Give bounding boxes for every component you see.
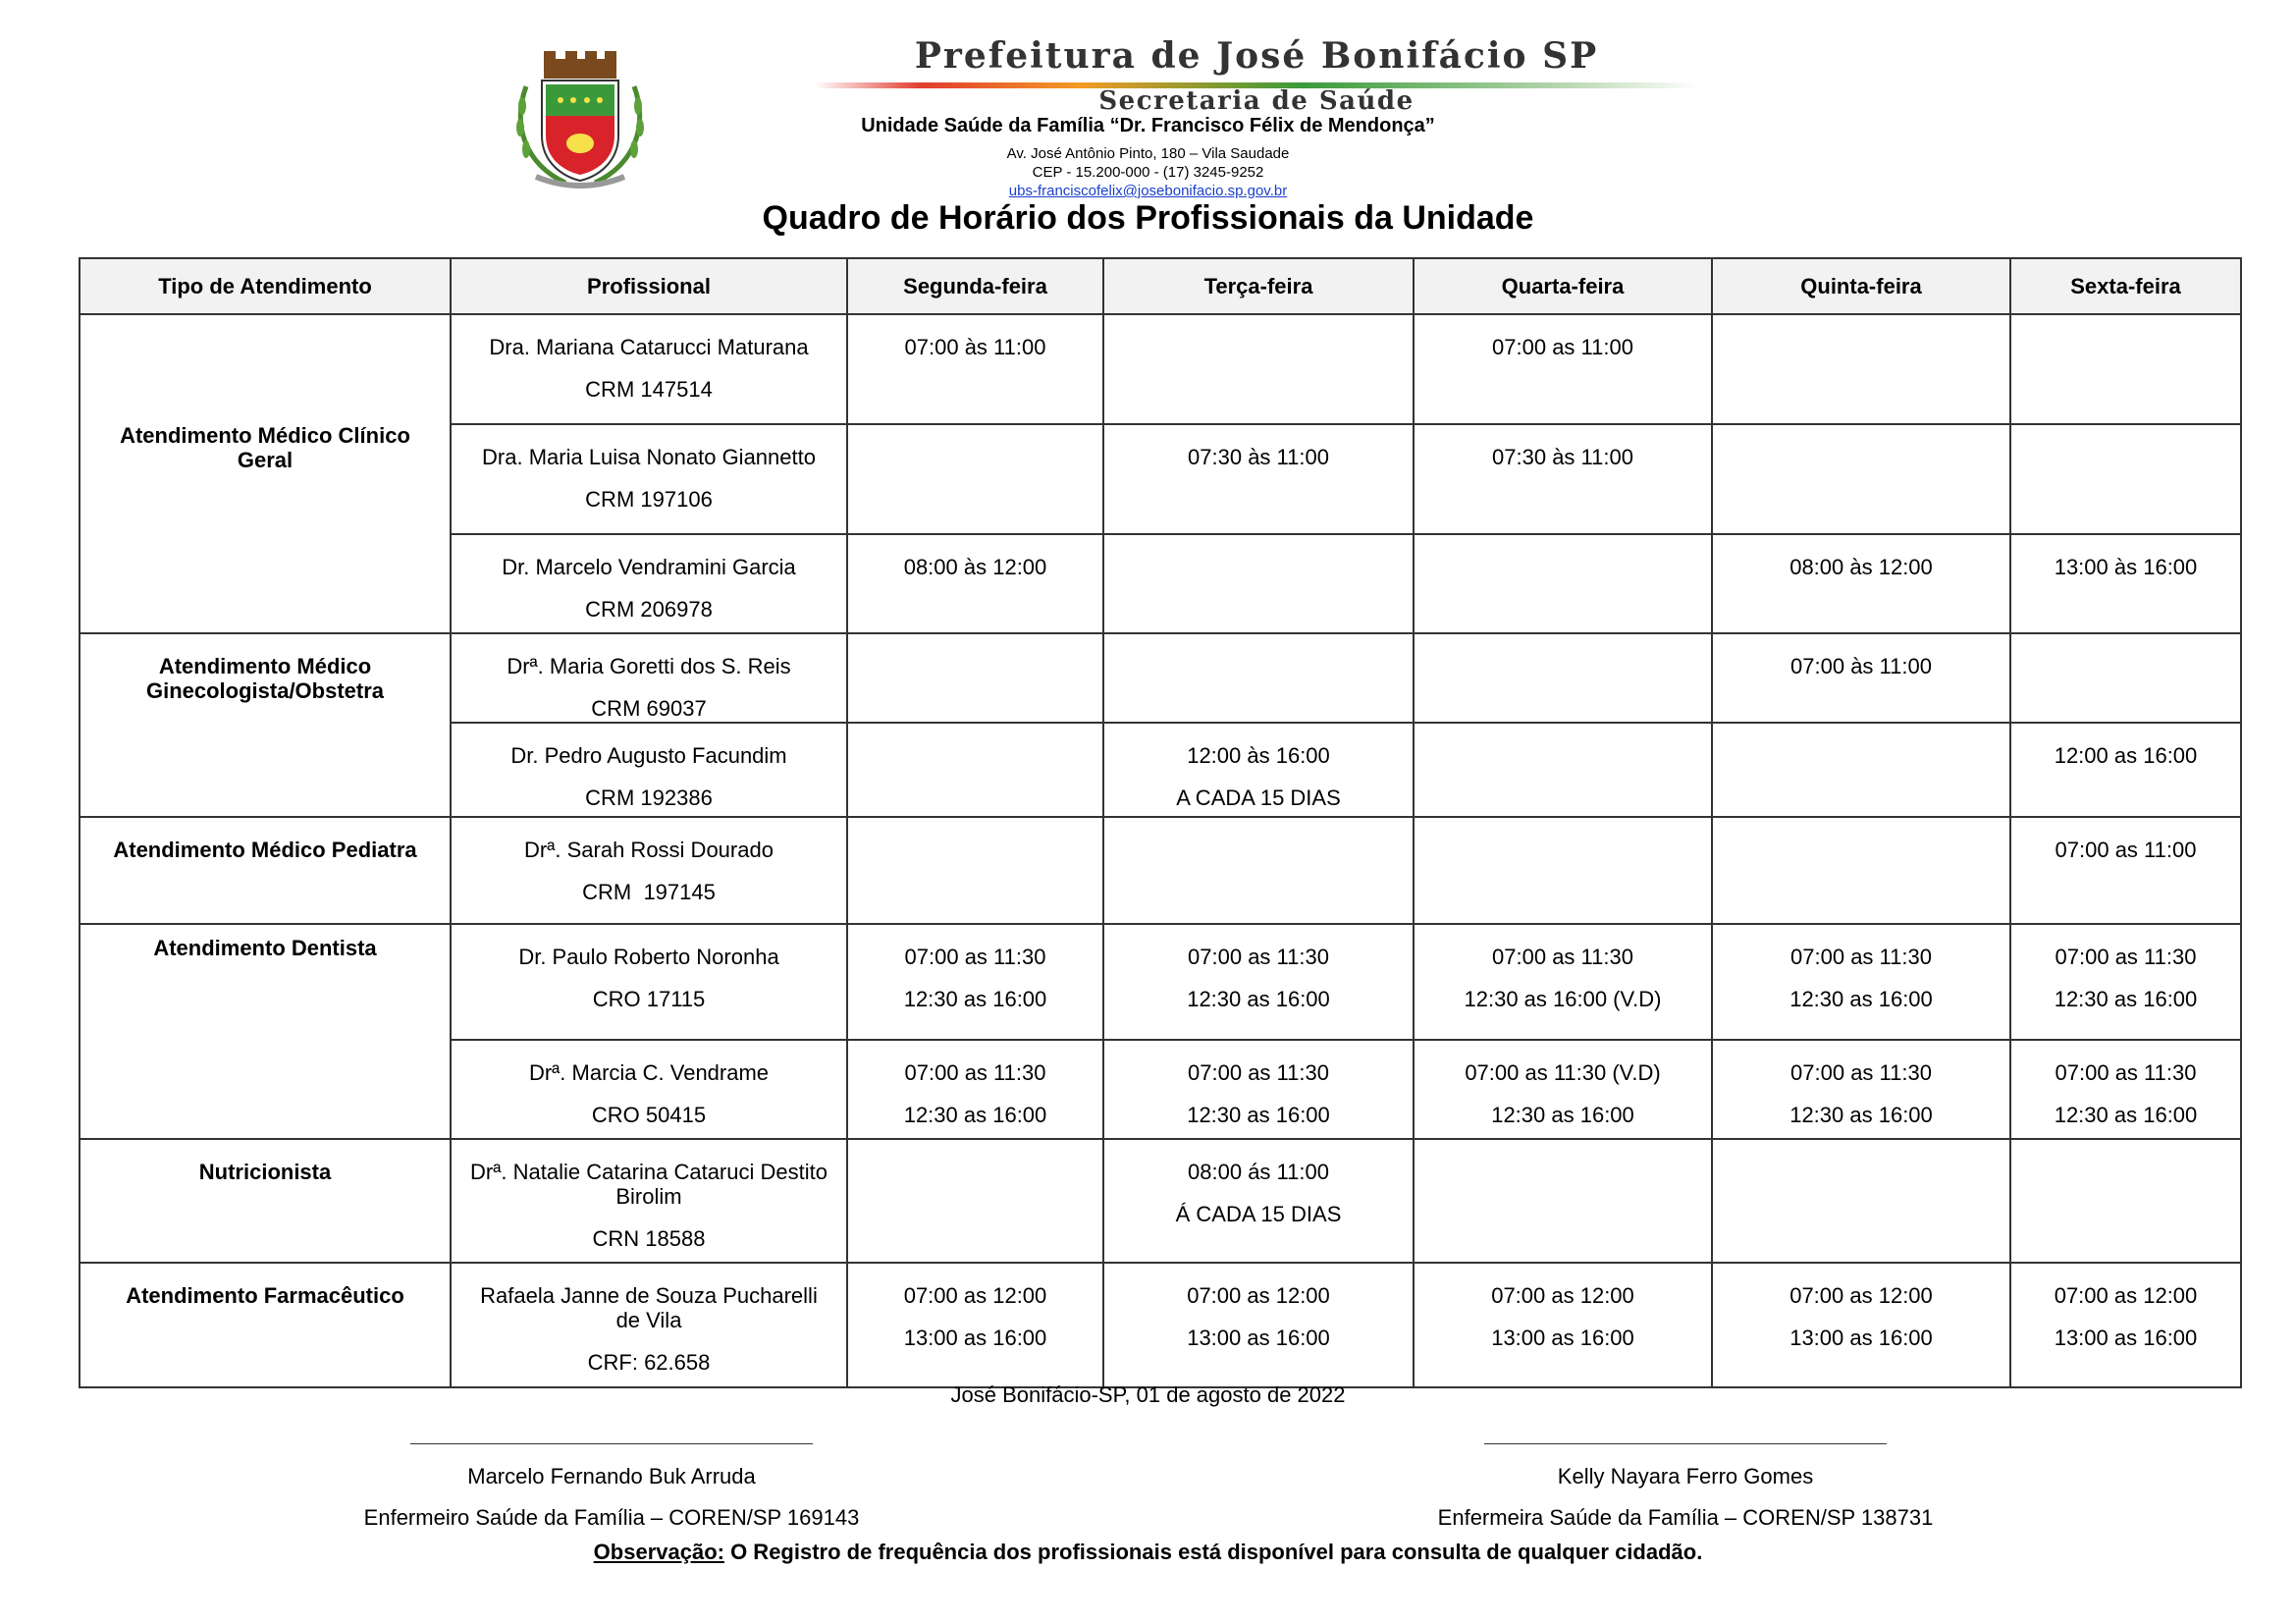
schedule-cell-quinta	[1712, 723, 2010, 817]
table-header-row	[80, 258, 2241, 314]
schedule-cell-segunda	[847, 1040, 1103, 1139]
professional-cell	[451, 817, 847, 924]
schedule-time: 12:30 as 16:00 (V.D)	[1464, 987, 1662, 1011]
category-pediatra	[80, 817, 451, 924]
schedule-time: 13:00 as 16:00	[1491, 1326, 1634, 1350]
professional-name-line: Drª. Natalie Catarina Cataruci Destito	[470, 1160, 828, 1184]
professional-name-line: Birolim	[615, 1184, 682, 1209]
schedule-time: 12:30 as 16:00	[1187, 1103, 1330, 1127]
schedule-time: 07:00 as 11:30	[1492, 945, 1633, 969]
schedule-cell-segunda	[847, 723, 1103, 817]
professional-cell	[451, 534, 847, 633]
signer-name: Marcelo Fernando Buk Arruda	[467, 1464, 756, 1489]
professional-cell	[451, 924, 847, 1040]
table-row	[80, 1139, 2241, 1263]
professional-cell	[451, 424, 847, 534]
professional-registration: CRM 197106	[585, 487, 713, 512]
professional-registration: CRF: 62.658	[587, 1350, 711, 1375]
schedule-time: 07:00 as 12:00	[903, 1283, 1047, 1308]
schedule-time: 07:30 às 11:00	[1188, 445, 1329, 469]
schedule-time: 07:00 as 11:00	[1492, 335, 1633, 359]
schedule-cell-quarta	[1414, 534, 1712, 633]
schedule-cell-segunda	[847, 1263, 1103, 1387]
professional-name-line: Dr. Paulo Roberto Noronha	[518, 945, 779, 969]
schedule-cell-terca	[1103, 924, 1414, 1040]
schedule-time: A CADA 15 DIAS	[1176, 785, 1341, 810]
category-label: Atendimento Médico	[158, 654, 372, 678]
schedule-time: Á CADA 15 DIAS	[1175, 1202, 1342, 1226]
schedule-time: 07:00 as 11:30	[904, 1060, 1046, 1085]
observation	[0, 1540, 2296, 1565]
schedule-time: 07:00 as 11:30	[2055, 945, 2197, 969]
professional-name	[452, 838, 846, 862]
schedule-time: 08:00 às 12:00	[1789, 555, 1933, 579]
signature-left	[337, 1443, 886, 1531]
header-profissional: Profissional	[451, 258, 847, 314]
schedule-time: 07:30 às 11:00	[1492, 445, 1633, 469]
category-label: Geral	[237, 447, 294, 472]
professional-registration: CRM 197145	[582, 880, 716, 904]
category-dentista	[80, 924, 451, 1139]
header-tipo: Tipo de Atendimento	[80, 258, 451, 314]
professional-name-line: Dr. Pedro Augusto Facundim	[510, 743, 787, 768]
schedule-cell-sexta	[2010, 1040, 2241, 1139]
table-row	[80, 1263, 2241, 1387]
schedule-cell-quarta	[1414, 817, 1712, 924]
schedule-cell-quarta	[1414, 1040, 1712, 1139]
schedule-time: 07:00 as 11:30 (V.D)	[1465, 1060, 1661, 1085]
schedule-cell-terca	[1103, 1263, 1414, 1387]
schedule-cell-quinta	[1712, 817, 2010, 924]
address-line-1: Av. José Antônio Pinto, 180 – Vila Saudade	[1006, 145, 1290, 162]
email-link[interactable]: ubs-franciscofelix@josebonifacio.sp.gov.br	[1008, 183, 1288, 199]
professional-cell	[451, 1263, 847, 1387]
professional-registration: CRM 69037	[591, 696, 707, 721]
header-segunda: Segunda-feira	[847, 258, 1103, 314]
schedule-cell-terca	[1103, 534, 1414, 633]
professional-name	[452, 1160, 846, 1209]
professional-registration: CRO 50415	[591, 1103, 707, 1127]
schedule-time: 07:00 as 12:00	[1789, 1283, 1933, 1308]
signer-role: Enfermeiro Saúde da Família – COREN/SP 169143	[363, 1505, 860, 1530]
schedule-cell-quinta	[1712, 924, 2010, 1040]
table-row	[80, 924, 2241, 1040]
professional-name	[452, 445, 846, 469]
professional-registration: CRM 147514	[585, 377, 713, 402]
schedule-time: 07:00 as 11:30	[904, 945, 1046, 969]
schedule-time: 12:30 as 16:00	[1187, 987, 1330, 1011]
schedule-cell-terca	[1103, 817, 1414, 924]
schedule-cell-segunda	[847, 534, 1103, 633]
place-date: José Bonifácio-SP, 01 de agosto de 2022	[950, 1382, 1346, 1407]
professional-registration: CRN 18588	[592, 1226, 706, 1251]
banner-title: Prefeitura de José Bonifácio SP	[914, 35, 1599, 77]
signer-role: Enfermeira Saúde da Família – COREN/SP 138731	[1437, 1505, 1934, 1530]
schedule-time: 12:00 às 16:00	[1187, 743, 1330, 768]
schedule-time: 13:00 as 16:00	[903, 1326, 1047, 1350]
professional-name	[452, 1283, 846, 1332]
schedule-cell-quinta	[1712, 1139, 2010, 1263]
schedule-cell-sexta	[2010, 424, 2241, 534]
schedule-cell-quarta	[1414, 424, 1712, 534]
schedule-cell-terca	[1103, 723, 1414, 817]
schedule-cell-terca	[1103, 424, 1414, 534]
professional-name-line: Drª. Maria Goretti dos S. Reis	[507, 654, 791, 678]
schedule-cell-quarta	[1414, 633, 1712, 723]
category-label: Nutricionista	[198, 1160, 332, 1184]
table-row	[80, 314, 2241, 424]
schedule-time: 07:00 as 11:30	[1790, 945, 1932, 969]
header-quarta: Quarta-feira	[1414, 258, 1712, 314]
schedule-cell-segunda	[847, 314, 1103, 424]
schedule-table	[79, 257, 2242, 1388]
schedule-cell-quinta	[1712, 534, 2010, 633]
professional-registration: CRO 17115	[592, 987, 706, 1011]
schedule-cell-segunda	[847, 924, 1103, 1040]
header-quinta: Quinta-feira	[1712, 258, 2010, 314]
table-row	[80, 817, 2241, 924]
signature-line	[1484, 1443, 1887, 1444]
professional-name-line: Dr. Marcelo Vendramini Garcia	[502, 555, 796, 579]
signature-right	[1411, 1443, 1960, 1531]
schedule-time: 13:00 às 16:00	[2054, 555, 2198, 579]
schedule-cell-sexta	[2010, 1263, 2241, 1387]
signer-name: Kelly Nayara Ferro Gomes	[1557, 1464, 1814, 1489]
professional-name	[452, 1060, 846, 1085]
category-ginecologista	[80, 633, 451, 817]
schedule-time: 13:00 as 16:00	[1789, 1326, 1933, 1350]
schedule-cell-sexta	[2010, 1139, 2241, 1263]
schedule-time: 08:00 ás 11:00	[1188, 1160, 1329, 1184]
schedule-cell-terca	[1103, 1040, 1414, 1139]
schedule-time: 07:00 as 11:30	[1188, 1060, 1329, 1085]
schedule-time: 12:00 as 16:00	[2054, 743, 2198, 768]
professional-name	[452, 945, 846, 969]
observation-label: Observação:	[593, 1540, 724, 1564]
schedule-cell-sexta	[2010, 534, 2241, 633]
schedule-cell-segunda	[847, 424, 1103, 534]
schedule-cell-terca	[1103, 314, 1414, 424]
schedule-time: 12:30 as 16:00	[2054, 987, 2198, 1011]
schedule-time: 08:00 às 12:00	[903, 555, 1047, 579]
schedule-cell-segunda	[847, 1139, 1103, 1263]
header-terca: Terça-feira	[1103, 258, 1414, 314]
banner-subtitle: Secretaria de Saúde	[1098, 86, 1415, 116]
prefeitura-banner	[805, 35, 1708, 116]
schedule-time: 07:00 as 12:00	[1491, 1283, 1634, 1308]
schedule-cell-segunda	[847, 633, 1103, 723]
schedule-time: 07:00 as 11:30	[2055, 1060, 2197, 1085]
schedule-cell-terca	[1103, 1139, 1414, 1263]
schedule-time: 13:00 as 16:00	[2054, 1326, 2198, 1350]
schedule-cell-segunda	[847, 817, 1103, 924]
professional-name-line: Dra. Maria Luisa Nonato Giannetto	[482, 445, 816, 469]
schedule-cell-sexta	[2010, 633, 2241, 723]
professional-name-line: Drª. Sarah Rossi Dourado	[524, 838, 774, 862]
schedule-cell-quarta	[1414, 723, 1712, 817]
schedule-cell-quarta	[1414, 1263, 1712, 1387]
schedule-time: 12:30 as 16:00	[1491, 1103, 1634, 1127]
document-title: Quadro de Horário dos Profissionais da Unidade	[762, 199, 1534, 237]
table-row	[80, 633, 2241, 723]
schedule-time: 12:30 as 16:00	[1789, 987, 1933, 1011]
professional-cell	[451, 314, 847, 424]
observation-text: O Registro de frequência dos profissionais está disponível para consulta de qualquer cidadão.	[723, 1540, 1703, 1564]
category-label: Ginecologista/Obstetra	[145, 678, 385, 703]
schedule-cell-quinta	[1712, 1263, 2010, 1387]
schedule-time: 07:00 as 12:00	[1187, 1283, 1330, 1308]
schedule-time: 07:00 as 12:00	[2054, 1283, 2198, 1308]
category-label: Atendimento Médico Clínico	[120, 422, 410, 448]
category-label: Atendimento Dentista	[153, 935, 377, 960]
professional-name	[452, 743, 846, 768]
schedule-cell-sexta	[2010, 817, 2241, 924]
header-sexta: Sexta-feira	[2010, 258, 2241, 314]
address-line-2: CEP - 15.200-000 - (17) 3245-9252	[1032, 164, 1264, 181]
schedule-time: 12:30 as 16:00	[903, 1103, 1047, 1127]
professional-name-line: Drª. Marcia C. Vendrame	[528, 1060, 770, 1085]
signature-line	[410, 1443, 813, 1444]
schedule-time: 12:30 as 16:00	[1789, 1103, 1933, 1127]
category-label: Atendimento Farmacêutico	[126, 1283, 404, 1308]
professional-name	[452, 654, 846, 678]
category-nutricionista	[80, 1139, 451, 1263]
schedule-cell-sexta	[2010, 924, 2241, 1040]
professional-cell	[451, 633, 847, 723]
professional-name-line: de Vila	[615, 1308, 682, 1332]
schedule-cell-terca	[1103, 633, 1414, 723]
category-label: Atendimento Médico Pediatra	[113, 838, 417, 862]
schedule-cell-sexta	[2010, 314, 2241, 424]
schedule-cell-sexta	[2010, 723, 2241, 817]
schedule-time: 07:00 as 11:30	[1790, 1060, 1932, 1085]
schedule-time: 12:30 as 16:00	[2054, 1103, 2198, 1127]
professional-name	[452, 335, 846, 359]
schedule-cell-quarta	[1414, 314, 1712, 424]
schedule-cell-quinta	[1712, 314, 2010, 424]
category-clinico-geral	[80, 314, 451, 633]
category-farmaceutico	[80, 1263, 451, 1387]
schedule-time: 07:00 as 11:00	[2055, 838, 2197, 862]
professional-cell	[451, 723, 847, 817]
professional-name	[452, 555, 846, 579]
schedule-cell-quarta	[1414, 924, 1712, 1040]
schedule-cell-quinta	[1712, 1040, 2010, 1139]
schedule-time: 07:00 às 11:00	[1790, 654, 1932, 678]
schedule-cell-quinta	[1712, 633, 2010, 723]
professional-cell	[451, 1139, 847, 1263]
schedule-time: 13:00 as 16:00	[1187, 1326, 1330, 1350]
schedule-time: 12:30 as 16:00	[903, 987, 1047, 1011]
professional-name-line: Dra. Mariana Catarucci Maturana	[489, 335, 809, 359]
professional-name-line: Rafaela Janne de Souza Pucharelli	[480, 1283, 818, 1308]
unit-name: Unidade Saúde da Família “Dr. Francisco Félix de Mendonça”	[861, 115, 1435, 136]
schedule-time: 07:00 as 11:30	[1188, 945, 1329, 969]
schedule-cell-quarta	[1414, 1139, 1712, 1263]
schedule-time: 07:00 às 11:00	[904, 335, 1046, 359]
schedule-cell-quinta	[1712, 424, 2010, 534]
email-line	[0, 183, 2296, 199]
professional-registration: CRM 192386	[585, 785, 713, 810]
professional-cell	[451, 1040, 847, 1139]
professional-registration: CRM 206978	[585, 597, 713, 622]
